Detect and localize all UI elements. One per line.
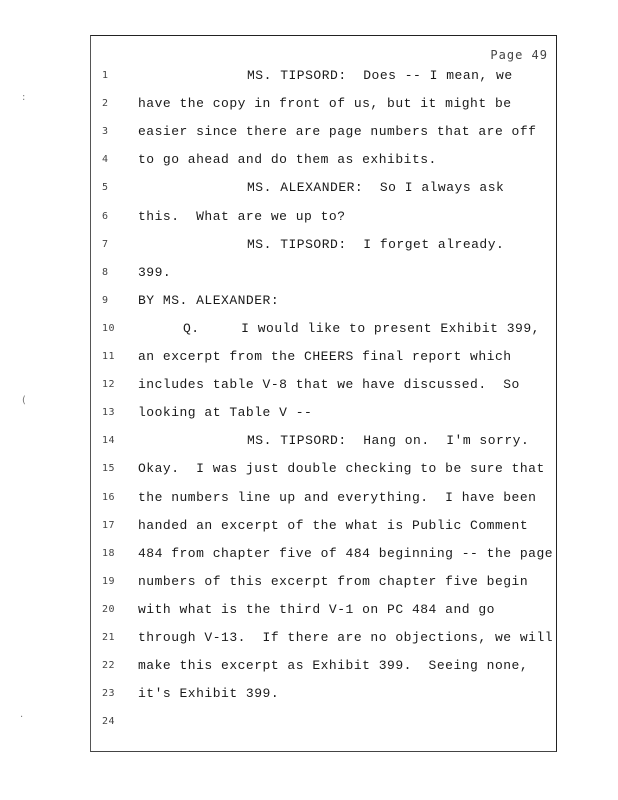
line-number: 7 [102, 238, 109, 250]
transcript-line [0, 714, 618, 734]
binder-hole-mark: ( [22, 395, 26, 406]
line-text: MS. TIPSORD: Does -- I mean, we [247, 68, 513, 83]
line-number: 12 [102, 379, 116, 391]
page-number: Page 49 [490, 48, 548, 62]
transcript-line [0, 349, 618, 369]
transcript-line [0, 209, 618, 229]
transcript-line [0, 630, 618, 650]
line-text: MS. ALEXANDER: So I always ask [247, 180, 505, 196]
line-text: it's Exhibit 399. [138, 686, 280, 702]
binder-hole-mark: : [22, 92, 26, 103]
line-number: 19 [102, 575, 116, 587]
line-number: 21 [102, 632, 116, 643]
transcript-line [0, 574, 618, 594]
line-number: 15 [102, 463, 116, 475]
line-text: 484 from chapter five of 484 beginning -- the page [138, 545, 554, 561]
line-text: the numbers line up and everything. I have been [138, 489, 537, 505]
line-text: MS. TIPSORD: Hang on. I'm sorry. [247, 433, 530, 449]
transcript-line [0, 518, 618, 538]
line-number: 24 [102, 716, 116, 728]
transcript-line [0, 293, 618, 313]
line-number: 3 [102, 126, 109, 138]
transcript-line [0, 433, 618, 453]
line-number: 17 [102, 519, 116, 531]
line-number: 10 [102, 322, 116, 334]
line-number: 16 [102, 491, 116, 503]
line-text: this. What are we up to? [138, 208, 346, 224]
line-number: 6 [102, 210, 109, 222]
line-number: 18 [102, 547, 116, 559]
line-text: BY MS. ALEXANDER: [138, 292, 280, 308]
binder-hole-mark: · [20, 712, 24, 723]
line-text: with what is the third V-1 on PC 484 and go [138, 601, 495, 617]
line-text: numbers of this excerpt from chapter five begin [138, 573, 529, 589]
line-number: 1 [102, 70, 109, 81]
line-number: 20 [102, 603, 116, 615]
transcript-line [0, 658, 618, 678]
line-number: 23 [102, 688, 116, 700]
transcript-line [0, 265, 618, 285]
transcript-line [0, 405, 618, 425]
line-text: to go ahead and do them as exhibits. [138, 152, 437, 168]
line-text: Okay. I was just double checking to be sure that [138, 461, 545, 477]
transcript-line [0, 68, 618, 88]
transcript-line [0, 124, 618, 144]
line-text: an excerpt from the CHEERS final report which [138, 349, 512, 364]
transcript-line [0, 321, 618, 341]
line-number: 4 [102, 154, 109, 166]
line-number: 8 [102, 266, 109, 278]
line-number: 13 [102, 407, 116, 419]
line-number: 2 [102, 98, 109, 110]
line-text: through V-13. If there are no objections, we will [138, 630, 554, 645]
transcript-line [0, 490, 618, 510]
line-number: 14 [102, 435, 116, 447]
line-text: includes table V-8 that we have discussed. So [138, 377, 520, 393]
line-text: MS. TIPSORD: I forget already. [247, 236, 505, 252]
line-text: Q. I would like to present Exhibit 399, [183, 320, 540, 336]
transcript-line [0, 152, 618, 172]
transcript-line [0, 461, 618, 481]
line-number: 9 [102, 294, 109, 306]
transcript-line [0, 180, 618, 200]
line-text: easier since there are page numbers that are off [138, 124, 537, 140]
transcript-line [0, 686, 618, 706]
line-number: 22 [102, 660, 116, 672]
transcript-line [0, 237, 618, 257]
transcript-line [0, 546, 618, 566]
line-text: make this excerpt as Exhibit 399. Seeing none, [138, 658, 529, 674]
line-number: 11 [102, 351, 116, 362]
line-text: have the copy in front of us, but it might be [138, 96, 512, 112]
transcript-line [0, 602, 618, 622]
line-text: 399. [138, 264, 172, 280]
line-number: 5 [102, 182, 109, 194]
line-text: handed an excerpt of the what is Public Comment [138, 517, 529, 533]
line-text: looking at Table V -- [138, 405, 313, 421]
transcript-line [0, 377, 618, 397]
transcript-line [0, 96, 618, 116]
